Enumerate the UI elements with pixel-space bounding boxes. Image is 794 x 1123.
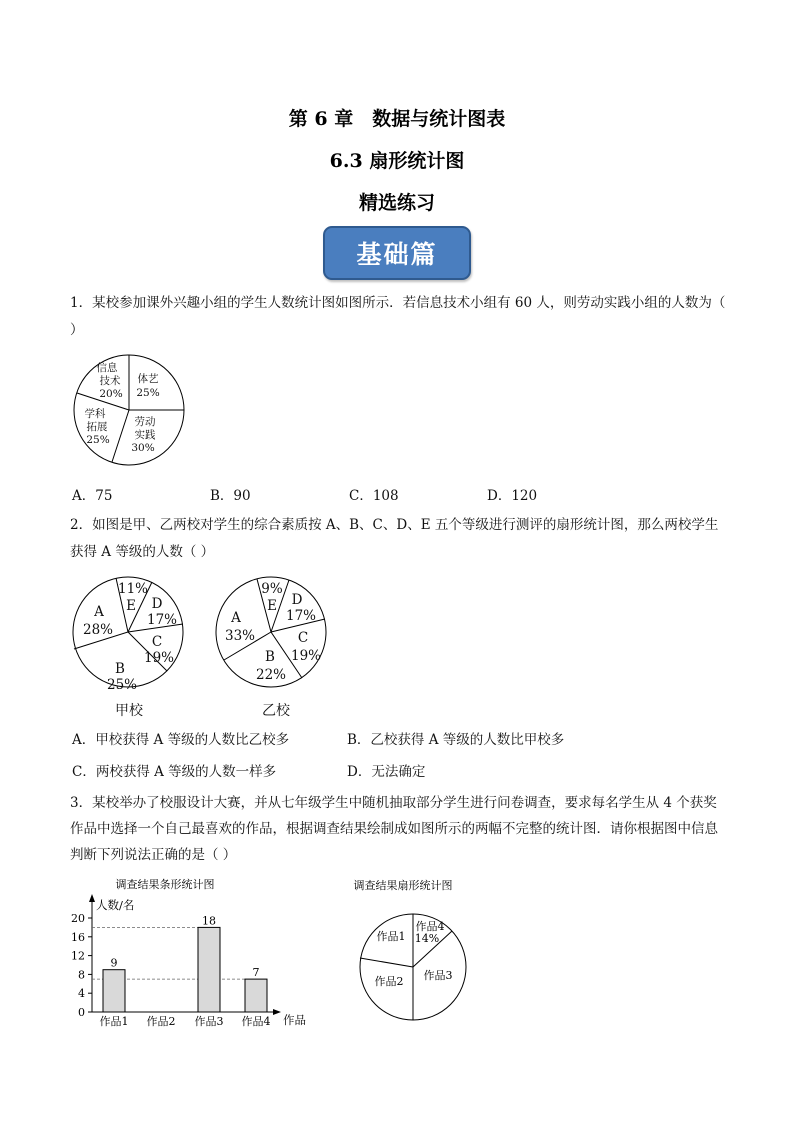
q2-school-1-label: 甲校 [115, 703, 143, 719]
question-3-text: 3．某校举办了校服设计大赛，并从七年级学生中随机抽取部分学生进行问卷调查，要求每名学生从 4 个获奖作品中选择一个自己最喜欢的作品，根据调查结果绘制成如图所示的两幅不完整的统计图．请你根据图中信息判断下列说法正确的是（ ） [70, 795, 718, 863]
bar-work-3 [198, 927, 220, 1012]
q2-pie2-label-b: B [265, 649, 275, 665]
q3-bar-chart [62, 872, 322, 1034]
section-title: 6.3 扇形统计图 [329, 150, 465, 172]
x-category-label: 作品1 [99, 1015, 129, 1028]
q2-option-c[interactable]: C．两校获得 A 等级的人数一样多 [72, 764, 277, 780]
x-category-label: 作品3 [194, 1015, 224, 1028]
q1-slice-label: 实践 [134, 429, 156, 441]
q2-pie1-pct-b: 25% [106, 677, 138, 690]
q1-option-a[interactable]: A．75 [72, 488, 113, 504]
q2-pie2-label-a: A [231, 610, 241, 626]
q2-pie-school-2 [213, 574, 333, 690]
q1-slice-label: 体艺 [137, 373, 159, 385]
bar-chart-title: 调查结果条形统计图 [115, 878, 215, 891]
q2-pie2-pct-a: 33% [224, 628, 256, 644]
q1-option-b[interactable]: B．90 [210, 488, 251, 504]
q1-option-d[interactable]: D．120 [487, 488, 538, 504]
x-category-label: 作品4 [241, 1015, 271, 1028]
q1-option-c[interactable]: C．108 [349, 488, 399, 504]
q2-option-d[interactable]: D．无法确定 [347, 764, 426, 780]
y-axis-arrow [89, 894, 95, 902]
q1-slice-pct: 30% [131, 442, 155, 454]
bar-value-label: 7 [252, 966, 260, 980]
q2-pie2-pct-c: 19% [290, 648, 322, 664]
q2-pie1-pct-d: 17% [146, 612, 178, 628]
q2-pie2-pct-e: 9% [261, 581, 283, 597]
x-axis-arrow [273, 1009, 281, 1015]
q2-pie1-pct-a: 28% [82, 622, 114, 638]
y-tick-label: 12 [71, 949, 85, 963]
bar-chart-xlabel: 作品 [283, 1013, 306, 1027]
chapter-title: 第 6 章 数据与统计图表 [288, 108, 506, 130]
q3-pie-chart [330, 872, 480, 1022]
q1-slice-pct: 25% [86, 434, 110, 446]
q2-pie2-pct-b: 22% [255, 667, 287, 683]
q3-pie-label: 作品3 [423, 969, 453, 982]
y-tick-label: 8 [78, 968, 85, 982]
q2-pie-school-1 [70, 574, 190, 690]
y-tick-label: 4 [78, 987, 85, 1001]
q1-pie-chart [68, 352, 192, 470]
q3-pie-label: 作品2 [374, 975, 404, 988]
q1-slice-label: 拓展 [86, 421, 108, 433]
q3-pie-label: 作品1 [376, 930, 406, 943]
q2-pie1-pct-c: 19% [143, 650, 175, 666]
bar-value-label: 18 [202, 914, 216, 928]
q2-option-a[interactable]: A．甲校获得 A 等级的人数比乙校多 [72, 732, 290, 748]
q1-slice-label: 劳动 [134, 416, 156, 428]
q1-slice-label: 学科 [84, 408, 106, 420]
q2-school-2-label: 乙校 [262, 703, 290, 719]
q2-pie1-pct-e: 11% [117, 581, 149, 597]
q2-pie1-label-b: B [115, 661, 125, 677]
q3-pie-label: 作品4 [415, 920, 445, 933]
q2-pie2-label-d: D [291, 592, 303, 608]
y-tick-label: 20 [71, 912, 85, 925]
question-2-text: 2．如图是甲、乙两校对学生的综合素质按 A、B、C、D、E 五个等级进行测评的扇形统计图，那么两校学生获得 A 等级的人数（ ） [70, 517, 719, 560]
q2-pie2-label-e: E [267, 598, 277, 614]
question-1-text: 1．某校参加课外兴趣小组的学生人数统计图如图所示．若信息技术小组有 60 人，则劳动实践小组的人数为（ ） [70, 295, 726, 338]
bar-work-4 [245, 979, 267, 1012]
q2-pie1-label-a: A [94, 604, 104, 620]
q1-slice-label: 技术 [99, 375, 121, 387]
q1-slice-pct: 20% [99, 388, 123, 400]
page-subtitle: 精选练习 [358, 192, 435, 214]
q1-slice-label: 信息 [96, 362, 118, 374]
q2-pie1-label-e: E [126, 598, 136, 614]
q2-pie1-label-d: D [151, 596, 163, 612]
bar-value-label: 9 [110, 956, 118, 970]
x-category-label: 作品2 [146, 1015, 176, 1028]
y-tick-label: 16 [71, 930, 85, 944]
q1-slice-pct: 25% [136, 387, 160, 399]
bar-work-1 [103, 970, 125, 1012]
pie-chart-title: 调查结果扇形统计图 [353, 879, 453, 892]
q2-pie1-label-c: C [151, 634, 163, 650]
y-tick-label: 0 [78, 1006, 85, 1019]
q2-option-b[interactable]: B．乙校获得 A 等级的人数比甲校多 [347, 732, 565, 748]
level-badge: 基础篇 [323, 226, 471, 280]
q2-pie2-pct-d: 17% [285, 608, 317, 624]
q3-pie-pct: 14% [414, 932, 440, 945]
bar-chart-ylabel: 人数/名 [96, 898, 135, 912]
q2-pie2-label-c: C [297, 630, 309, 646]
